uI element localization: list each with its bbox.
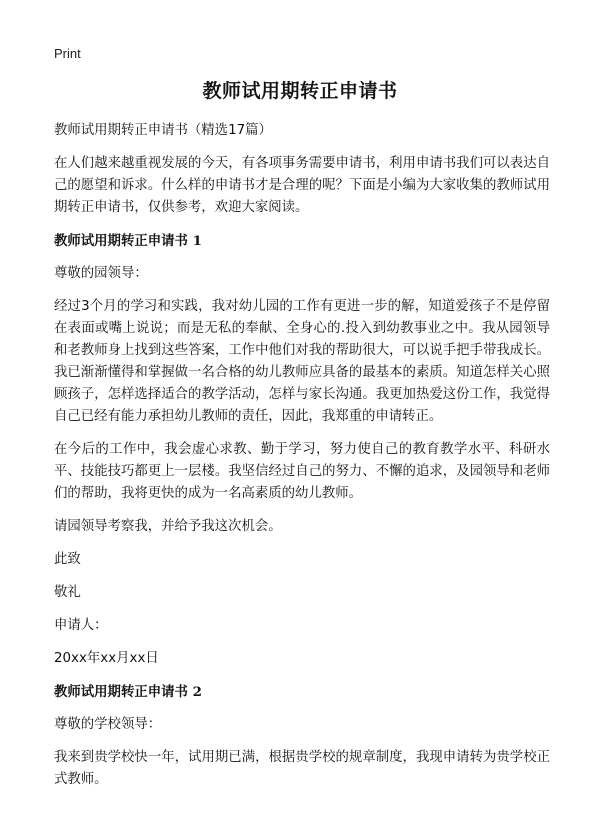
document-title: 教师试用期转正申请书: [202, 80, 398, 102]
intro-paragraph: 在人们越来越重视发展的今天，有各项事务需要申请书，利用申请书我们可以表达自己的愿望和诉求。什么样的申请书才是合理的呢？下面是小编为大家收集的教师试用期转正申请书，仅供参考，欢迎大家阅读。: [54, 156, 550, 215]
section-1: [54, 230, 550, 670]
document-body: [54, 120, 550, 802]
section-heading: 教师试用期转正申请书 2: [54, 684, 202, 700]
body-paragraph: 请园领导考察我，并给予我这次机会。: [54, 519, 282, 534]
signature-label: 申请人：: [54, 618, 108, 633]
print-link[interactable]: Print: [54, 46, 81, 61]
letter-date: 20xx年xx月xx日: [54, 651, 159, 666]
body-paragraph: 我来到贵学校快一年，试用期已满，根据贵学校的规章制度，我现申请转为贵学校正式教师。: [54, 750, 550, 787]
salutation: 尊敬的学校领导：: [54, 717, 162, 732]
closing-line: 此致: [54, 552, 81, 567]
section-2: [54, 681, 550, 791]
body-paragraph: 经过3个月的学习和实践，我对幼儿园的工作有更进一步的解，知道爱孩子不是停留在表面或嘴上说说；而是无私的奉献、全身心的.投入到幼教事业之中。我从园领导和老教师身上找到这些答案，工作中他们对我的帮助很大，可以说手把手带我成长。我已渐渐懂得和掌握做一名合格的幼儿教师应具备的最基本的素质。知道怎样关心照顾孩子，怎样选择适合的教学活动，怎样与家长沟通。我更加热爱这份工作，我觉得自己已经有能力承担幼儿教师的责任，因此，我郑重的申请转正。: [54, 299, 550, 424]
section-heading: 教师试用期转正申请书 1: [54, 233, 202, 249]
closing-line: 敬礼: [54, 585, 81, 600]
document-subtitle: 教师试用期转正申请书（精选17篇）: [54, 123, 272, 138]
salutation: 尊敬的园领导：: [54, 266, 148, 281]
body-paragraph: 在今后的工作中，我会虚心求教、勤于学习，努力使自己的教育教学水平、科研水平、技能技巧都更上一层楼。我坚信经过自己的努力、不懈的追求，及园领导和老师们的帮助，我将更快的成为一名高素质的幼儿教师。: [54, 442, 550, 501]
